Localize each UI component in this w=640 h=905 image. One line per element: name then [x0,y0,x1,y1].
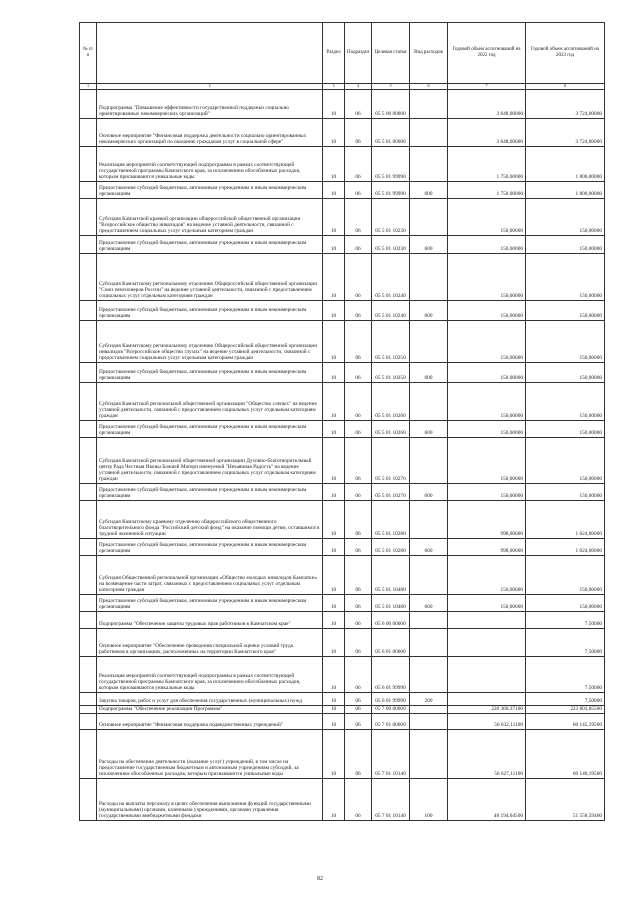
row-2023-cell: 7,50000 [526,612,605,629]
header-2022: Годовой объем ассигнований на 2022 год [448,23,526,84]
row-podrazdel-cell: 06 [345,147,372,182]
row-name-cell: Расходы на обеспечение деятельности (оказание услуг) учреждений, в том числе на предоставление государственным бюджетным и автономным учреждениям субсидий, за исключением обособленных расходов, которым присваиваются уникальные коды [97,730,323,779]
row-target-cell: 05 6 01 99990 [372,657,410,693]
row-target-cell: 05 5 00 00000 [372,90,410,119]
row-2022-cell: 998,00000 [448,539,526,556]
row-number-cell [80,706,97,714]
col-number: 8 [526,84,605,90]
col-number: 5 [372,84,410,90]
row-podrazdel-cell: 06 [345,199,372,236]
row-razdel-cell: 10 [323,383,345,421]
row-2023-cell: 150,00000 [526,484,605,501]
row-2023-cell: 150,00000 [526,236,605,254]
row-target-cell: 05 5 01 10280 [372,539,410,556]
row-number-cell [80,383,97,421]
row-target-cell: 05 5 01 99990 [372,182,410,199]
row-target-cell: 05 5 01 10240 [372,301,410,321]
row-name-cell: Расходы на выплаты персоналу в целях обеспечения выполнения функций государственными (муниципальными) органами, казенными учреждениями, органами управления государственными внебюджетными фондами [97,779,323,821]
row-podrazdel-cell: 06 [345,321,372,363]
row-exp-type-cell: 600 [410,301,448,321]
row-podrazdel-cell: 06 [345,90,372,119]
row-exp-type-cell: 600 [410,236,448,254]
table-row [80,438,605,484]
row-exp-type-cell [410,254,448,301]
col-number: 4 [345,84,372,90]
header-razdel: Раздел [323,23,345,84]
row-target-cell: 05 5 01 10230 [372,236,410,254]
row-exp-type-cell: 600 [410,421,448,438]
table-row [80,383,605,421]
row-2022-cell [448,693,526,706]
row-podrazdel-cell: 06 [345,501,372,539]
row-2023-cell: 150,00000 [526,383,605,421]
row-target-cell: 05 5 01 10480 [372,556,410,595]
header-target: Целевая статья [372,23,410,84]
row-target-cell: 05 5 01 10260 [372,383,410,421]
row-podrazdel-cell: 06 [345,363,372,383]
header-row [80,23,605,84]
row-number-cell [80,236,97,254]
row-razdel-cell: 10 [323,321,345,363]
row-exp-type-cell [410,147,448,182]
row-name-cell: Предоставление субсидий бюджетным, автономным учреждениям и иным некоммерческим организациям [97,236,323,254]
row-razdel-cell: 10 [323,254,345,301]
row-name-cell: Предоставление субсидий бюджетным, автономным учреждениям и иным некоммерческим организациям [97,484,323,501]
row-2022-cell: 220 360,37100 [448,706,526,714]
row-exp-type-cell [410,438,448,484]
row-2023-cell: 60 145,19500 [526,714,605,730]
table-row [80,236,605,254]
row-name-cell: Субсидия Камчатскому региональному отделению Общероссийской общественной организации инвалидов "Всероссийское общество глухих" на ведение уставной деятельности, связанной с предоставлением социальных услуг отдельным категориям граждан [97,321,323,363]
row-number-cell [80,254,97,301]
table-row [80,539,605,556]
row-number-cell [80,90,97,119]
row-razdel-cell: 10 [323,119,345,147]
row-podrazdel-cell: 06 [345,421,372,438]
row-2022-cell: 1 750,00000 [448,147,526,182]
row-2023-cell: 150,00000 [526,199,605,236]
col-number: 1 [80,84,97,90]
row-2022-cell [448,612,526,629]
row-2023-cell: 7,50000 [526,657,605,693]
row-2023-cell: 60 140,19500 [526,730,605,779]
row-podrazdel-cell: 06 [345,383,372,421]
row-number-cell [80,779,97,821]
row-podrazdel-cell: 06 [345,730,372,779]
row-name-cell: Субсидия Общественной региональной организации «Общество молодых инвалидов Камчатки» на возмещение части затрат, связанных с предоставлением социальных услуг отдельным категориям граждан [97,556,323,595]
row-exp-type-cell: 600 [410,539,448,556]
col-number: 2 [97,84,323,90]
row-exp-type-cell [410,383,448,421]
table-row [80,421,605,438]
row-podrazdel-cell: 06 [345,714,372,730]
row-exp-type-cell [410,90,448,119]
row-razdel-cell: 10 [323,147,345,182]
row-number-cell [80,714,97,730]
row-2022-cell: 1 750,00000 [448,182,526,199]
row-razdel-cell: 10 [323,539,345,556]
row-target-cell: 05 5 01 10230 [372,199,410,236]
row-razdel-cell: 10 [323,199,345,236]
row-2023-cell: 3 724,00000 [526,90,605,119]
row-2023-cell: 150,00000 [526,321,605,363]
row-number-cell [80,363,97,383]
row-target-cell: 05 6 00 00000 [372,612,410,629]
row-name-cell: Субсидия Камчатской региональной общественной организации Духовно-благотворительный центр Рада Честныя Иконы Божией Матери именуемой "Нечаянная Радость" на ведение уставной деятельности, связанной с предоставлением социальных услуг отдельным категориям граждан [97,438,323,484]
table-row [80,301,605,321]
header-name [97,23,323,84]
row-target-cell: 05 5 01 10250 [372,363,410,383]
row-razdel-cell: 10 [323,501,345,539]
row-2022-cell: 150,00000 [448,383,526,421]
row-2022-cell: 150,00000 [448,199,526,236]
budget-sheet [79,22,604,821]
row-target-cell: 05 5 01 10280 [372,501,410,539]
row-2022-cell: 150,00000 [448,556,526,595]
row-name-cell: Закупка товаров, работ и услуг для обеспечения государственных (муниципальных) нужд [97,693,323,706]
row-2022-cell: 150,00000 [448,254,526,301]
row-podrazdel-cell: 06 [345,254,372,301]
row-2023-cell: 1 800,00000 [526,182,605,199]
table-row [80,90,605,119]
row-2022-cell: 150,00000 [448,484,526,501]
row-2022-cell: 150,00000 [448,595,526,612]
row-name-cell: Предоставление субсидий бюджетным, автономным учреждениям и иным некоммерческим организациям [97,421,323,438]
row-podrazdel-cell: 06 [345,484,372,501]
row-name-cell: Субсидия Камчатскому краевому отделению общероссийского общественного благотворительного фонда "Российский детский фонд" на оказание помощи детям, оставшимся в трудной жизненной ситуации [97,501,323,539]
row-2022-cell: 150,00000 [448,438,526,484]
row-razdel-cell: 10 [323,779,345,821]
row-2022-cell: 150,00000 [448,363,526,383]
row-2023-cell: 51 558,59400 [526,779,605,821]
table-row [80,629,605,657]
row-name-cell: Субсидия Камчатской краевой организации общероссийской общественной организации "Всероссийское общество инвалидов" на ведение уставной деятельности, связанной с предоставлением социальных услуг отдельным категориям граждан [97,199,323,236]
row-number-cell [80,147,97,182]
table-row [80,363,605,383]
row-2023-cell: 150,00000 [526,363,605,383]
table-row [80,595,605,612]
row-razdel-cell: 10 [323,421,345,438]
row-exp-type-cell [410,556,448,595]
row-2022-cell: 3 648,00000 [448,90,526,119]
table-row [80,199,605,236]
row-name-cell: Субсидия Камчатскому региональному отделению Общероссийской общественной организации "Союз пенсионеров России" на ведение уставной деятельности, связанной с предоставлением социальных услуг отдельным категориям граждан [97,254,323,301]
row-target-cell: 05 5 01 10480 [372,595,410,612]
header-podrazdel: Подраздел [345,23,372,84]
row-2023-cell: 150,00000 [526,556,605,595]
row-number-cell [80,730,97,779]
row-2022-cell: 56 627,11100 [448,730,526,779]
table-row [80,730,605,779]
row-exp-type-cell: 600 [410,484,448,501]
row-target-cell: 05 7 00 00000 [372,706,410,714]
row-razdel-cell: 10 [323,693,345,706]
row-2022-cell: 3 648,00000 [448,119,526,147]
row-number-cell [80,556,97,595]
row-target-cell: 05 7 01 10140 [372,779,410,821]
row-razdel-cell: 10 [323,706,345,714]
row-name-cell: Реализация мероприятий соответствующей подпрограммы в рамках соответствующей государственной программы Камчатского края, за исключением обособленных расходов, которым присваиваются уникальные коды [97,147,323,182]
row-number-cell [80,484,97,501]
table-row [80,182,605,199]
row-razdel-cell: 10 [323,595,345,612]
table-row [80,612,605,629]
table-row [80,779,605,821]
row-exp-type-cell [410,730,448,779]
row-podrazdel-cell: 06 [345,657,372,693]
row-exp-type-cell: 100 [410,779,448,821]
row-2023-cell: 150,00000 [526,438,605,484]
row-name-cell: Субсидия Камчатской региональной общественной организации "Общество слепых" на ведение уставной деятельности, связанной с предоставлением социальных услуг отдельным категориям граждан [97,383,323,421]
row-name-cell: Предоставление субсидий бюджетным, автономным учреждениям и иным некоммерческим организациям [97,363,323,383]
table-row [80,254,605,301]
row-2023-cell: 7,50000 [526,693,605,706]
row-number-cell [80,301,97,321]
row-2022-cell [448,629,526,657]
row-exp-type-cell [410,714,448,730]
row-number-cell [80,438,97,484]
row-name-cell: Подпрограмма "Обеспечение реализации Программы" [97,706,323,714]
row-podrazdel-cell: 06 [345,706,372,714]
row-target-cell: 05 5 01 00000 [372,119,410,147]
row-number-cell [80,501,97,539]
budget-table [79,22,605,821]
col-number: 7 [448,84,526,90]
row-2023-cell: 1 024,00000 [526,539,605,556]
table-row [80,714,605,730]
row-2023-cell: 1 800,00000 [526,147,605,182]
header-2023: Годовой объем ассигнований на 2023 год [526,23,605,84]
row-2023-cell: 150,00000 [526,301,605,321]
row-podrazdel-cell: 06 [345,693,372,706]
table-row [80,706,605,714]
row-target-cell: 05 6 01 99990 [372,693,410,706]
row-exp-type-cell [410,612,448,629]
row-podrazdel-cell: 06 [345,539,372,556]
row-name-cell: Основное мероприятие "Финансовая поддержка деятельности социально ориентированных некоммерческих организаций по оказанию гражданам услуг в социальной сфере" [97,119,323,147]
row-2022-cell: 150,00000 [448,236,526,254]
row-number-cell [80,199,97,236]
row-razdel-cell: 10 [323,612,345,629]
row-exp-type-cell [410,501,448,539]
col-number: 3 [323,84,345,90]
row-exp-type-cell: 600 [410,595,448,612]
row-number-cell [80,612,97,629]
row-podrazdel-cell: 06 [345,236,372,254]
row-podrazdel-cell: 06 [345,779,372,821]
row-razdel-cell: 10 [323,484,345,501]
row-exp-type-cell: 600 [410,363,448,383]
row-razdel-cell: 10 [323,556,345,595]
row-exp-type-cell [410,657,448,693]
row-podrazdel-cell: 06 [345,595,372,612]
row-2023-cell: 1 024,00000 [526,501,605,539]
row-exp-type-cell: 200 [410,693,448,706]
row-2023-cell: 223 803,85500 [526,706,605,714]
row-target-cell: 05 5 01 10250 [372,321,410,363]
row-podrazdel-cell: 06 [345,301,372,321]
row-target-cell: 05 7 01 00000 [372,714,410,730]
row-number-cell [80,693,97,706]
row-razdel-cell: 10 [323,236,345,254]
row-razdel-cell: 10 [323,657,345,693]
row-exp-type-cell [410,199,448,236]
row-2022-cell: 150,00000 [448,421,526,438]
table-row [80,321,605,363]
row-name-cell: Предоставление субсидий бюджетным, автономным учреждениям и иным некоммерческим организациям [97,539,323,556]
row-number-cell [80,629,97,657]
row-razdel-cell: 10 [323,714,345,730]
row-name-cell: Основное мероприятие "Финансовая поддержка подведомственных учреждений" [97,714,323,730]
row-2023-cell: 150,00000 [526,254,605,301]
table-row [80,119,605,147]
row-razdel-cell: 10 [323,90,345,119]
row-podrazdel-cell: 06 [345,556,372,595]
row-2022-cell: 48 194,04500 [448,779,526,821]
row-2022-cell: 150,00000 [448,301,526,321]
row-target-cell: 05 5 01 10240 [372,254,410,301]
row-razdel-cell: 10 [323,363,345,383]
table-row [80,657,605,693]
row-razdel-cell: 10 [323,438,345,484]
row-exp-type-cell [410,321,448,363]
row-2023-cell: 150,00000 [526,421,605,438]
row-exp-type-cell [410,706,448,714]
row-name-cell: Предоставление субсидий бюджетным, автономным учреждениям и иным некоммерческим организациям [97,182,323,199]
row-number-cell [80,539,97,556]
row-name-cell: Предоставление субсидий бюджетным, автономным учреждениям и иным некоммерческим организациям [97,595,323,612]
row-2023-cell: 150,00000 [526,595,605,612]
header-num: № п/п [80,23,97,84]
row-podrazdel-cell: 06 [345,119,372,147]
row-name-cell: Подпрограмма "Обеспечение защиты трудовых прав работников в Камчатском крае" [97,612,323,629]
page-number: 82 [317,876,323,882]
row-number-cell [80,119,97,147]
row-2022-cell: 150,00000 [448,321,526,363]
row-target-cell: 05 5 01 10260 [372,421,410,438]
row-target-cell: 05 5 01 99990 [372,147,410,182]
header-exp-type: Вид расходов [410,23,448,84]
row-number-cell [80,182,97,199]
row-razdel-cell: 10 [323,730,345,779]
row-target-cell: 05 7 01 10140 [372,730,410,779]
row-target-cell: 05 5 01 10270 [372,438,410,484]
row-target-cell: 05 6 01 00000 [372,629,410,657]
row-2022-cell: 998,00000 [448,501,526,539]
row-razdel-cell: 10 [323,301,345,321]
row-name-cell: Предоставление субсидий бюджетным, автономным учреждениям и иным некоммерческим организациям [97,301,323,321]
row-2023-cell: 7,50000 [526,629,605,657]
table-row [80,556,605,595]
row-exp-type-cell: 600 [410,182,448,199]
row-podrazdel-cell: 06 [345,438,372,484]
row-number-cell [80,321,97,363]
row-2022-cell [448,657,526,693]
row-name-cell: Основное мероприятие "Обеспечение проведения специальной оценки условий труда работников в организациях, расположенных на территории Камчатского края" [97,629,323,657]
table-row [80,484,605,501]
row-target-cell: 05 5 01 10270 [372,484,410,501]
row-number-cell [80,595,97,612]
row-exp-type-cell [410,629,448,657]
table-row [80,693,605,706]
row-2023-cell: 3 724,00000 [526,119,605,147]
row-razdel-cell: 10 [323,182,345,199]
table-row [80,501,605,539]
row-number-cell [80,421,97,438]
table-row [80,147,605,182]
col-number: 6 [410,84,448,90]
row-name-cell: Подпрограмма "Повышение эффективности государственной поддержки социально ориентированных некоммерческих организаций" [97,90,323,119]
row-podrazdel-cell: 06 [345,182,372,199]
row-podrazdel-cell: 06 [345,629,372,657]
row-name-cell: Реализация мероприятий соответствующей подпрограммы в рамках соответствующей государственной программы Камчатского края, за исключением обособленных расходов, которым присваиваются уникальные коды [97,657,323,693]
row-number-cell [80,657,97,693]
row-razdel-cell: 10 [323,629,345,657]
row-exp-type-cell [410,119,448,147]
row-2022-cell: 56 632,11100 [448,714,526,730]
row-podrazdel-cell: 06 [345,612,372,629]
